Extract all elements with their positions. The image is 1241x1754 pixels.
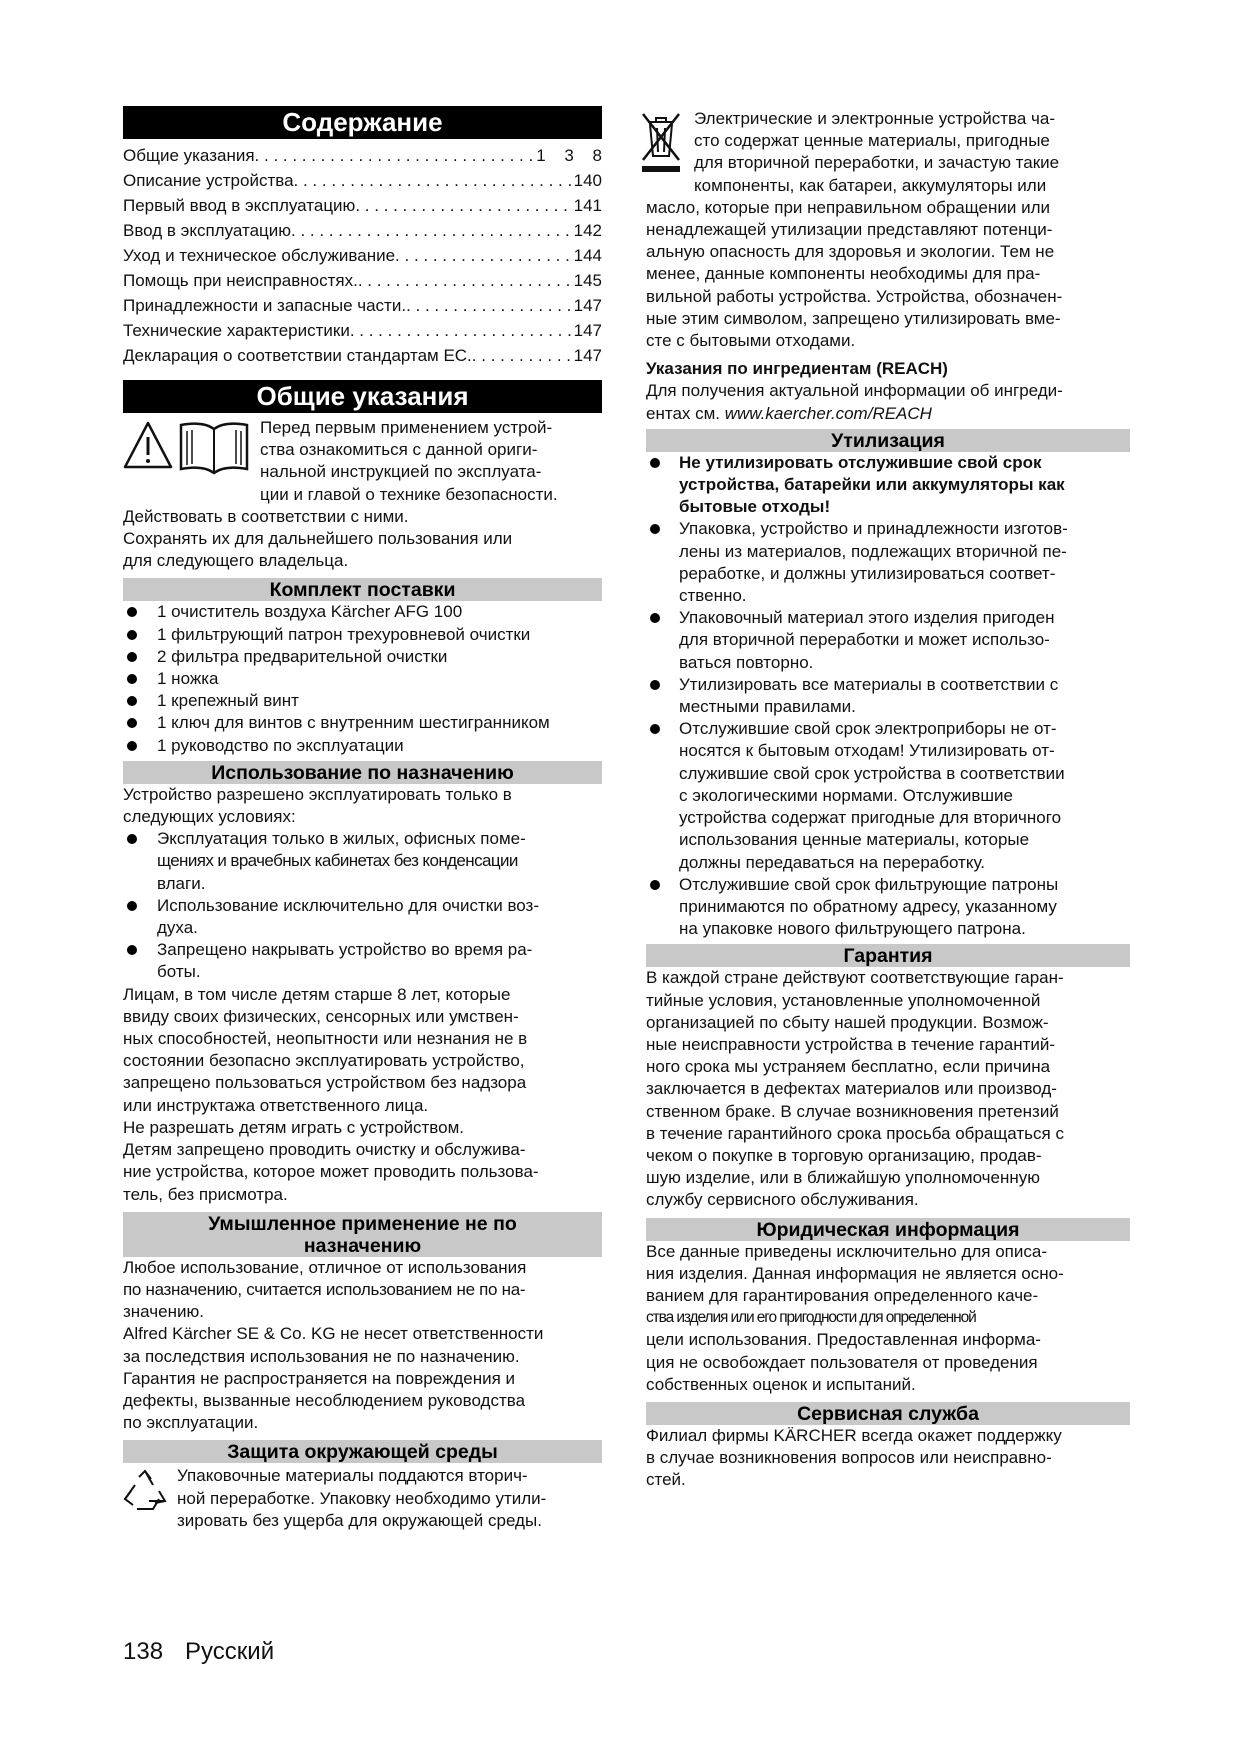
list-item: 1 фильтрующий патрон трехуровневой очистки [123,624,602,646]
legal-title: Юридическая информация [646,1218,1130,1241]
crossed-bin-icon [640,110,682,176]
reach-link[interactable]: www.kaercher.com/REACH [724,403,932,423]
environment-block: Упаковочные материалы поддаются вторич- ной переработке. Упаковку необходимо утили- зировать без ущерба для окружающей среды. [123,1465,602,1532]
list-item: 2 фильтра предварительной очистки [123,646,602,668]
list-item: Отслужившие свой срок электроприборы не от- носятся к бытовым отходам! Утилизировать от- служившие свой срок устройства в соответствии с экологическими нормами. Отслужившие устройства содержат пригодные для вторичного использования ценные материалы, которые должны передаваться на переработку. [646,718,1130,873]
list-item: 1 ключ для винтов с внутренним шестигранником [123,712,602,734]
page-footer [123,1638,296,1666]
list-item: 1 очиститель воздуха Kärcher AFG 100 [123,601,602,623]
list-item: Утилизировать все материалы в соответствии с местными правилами. [646,674,1130,718]
delivery-title: Комплект поставки [123,578,602,601]
list-item: Использование исключительно для очистки воз- духа. [123,895,602,939]
list-item: Упаковочный материал этого изделия пригоден для вторичной переработки и может использо- ваться повторно. [646,607,1130,674]
toc-entry[interactable]: Уход и техническое обслуживание . . . 144 [123,243,602,268]
list-item: Эксплуатация только в жилых, офисных поме- щениях и врачебных кабинетах без конденсации влаги. [123,828,602,895]
list-item: 1 ножка [123,668,602,690]
recycle-icon [123,1469,167,1513]
list-item: Отслужившие свой срок фильтрующие патроны принимаются по обратному адресу, указанному на упаковке нового фильтрующего патрона. [646,874,1130,941]
toc-entry[interactable]: Ввод в эксплуатацию . . . 142 [123,218,602,243]
misuse-title: Умышленное применение не по назначению [123,1212,602,1257]
environment-title: Защита окружающей среды [123,1440,602,1463]
language-label: Русский [185,1638,275,1665]
delivery-list [123,601,602,756]
intended-use-list [123,828,602,983]
page-number: 138 [123,1638,164,1665]
warning-triangle-icon [123,417,251,475]
toc-entry[interactable]: Описание устройства . . . 140 [123,168,602,193]
list-item: Не утилизировать отслужившие свой срок устройства, батарейки или аккумуляторы как бытовые отходы! [646,452,1130,519]
general-intro: Перед первым применением устрой- ства ознакомиться с данной ориги- нальной инструкцией по эксплуата- ции и главой о технике безопасности. [123,417,602,506]
list-item: Упаковка, устройство и принадлежности изготов- лены из материалов, подлежащих вторичной пе- реработке, и должны утилизироваться соответ- ственно. [646,518,1130,607]
toc-entry[interactable]: Декларация о соответствии стандартам ЕС. . . . 147 [123,343,602,368]
left-column: Содержание Общие указания . . . 1 3 8 Описание устройства . . . 140 Первый ввод в эксплуатацию . . . 141 Ввод в эксплуатацию . . . 142 Уход и техническое обслуживание . . . 144 Помощь при неисправностях. . . . 145 Принадлежности и запасные части. . . . 147 Технические характеристики . . . 147 Декларация о соответствии стандартам ЕС. . . . 147 Общие указания Перед первым применением устрой- ства ознакомиться с данной ориги- нальной инструкцией по эксплуата- ции и главой о технике безопасности. Действовать в соответствии с ними. Сохранять их для дальнейшего пользования или для следующего владельца. Комплект поставки 1 очиститель воздуха Kärcher AFG 100 1 фильтрующий патрон трехуровневой очистки 2 фильтра предварительной очистки 1 ножка 1 крепежный винт 1 ключ для винтов с внутренним шестигранником 1 руководство по эксплуатации Использование по назначению Устройство разрешено эксплуатировать только в следующих условиях: Эксплуатация только в жилых, офисных поме- щениях и врачебных кабинетах без конденсации влаги. Использование исключительно для очистки воз- духа. Запрещено накрывать устройство во время ра- боты. Лицам, в том числе детям старше 8 лет, которые ввиду своих физических, сенсорных или умствен- ных способностей, неопытности или незнания не в состоянии безопасно эксплуатировать устройство, запрещено пользоваться устройством без надзора или инструктажа ответственного лица. Не разрешать детям играть с устройством. Детям запрещено проводить очистку и обслужива- ние устройства, которое может проводить пользова- тель, без присмотра. Умышленное применение не по назначению Любое использование, отличное от использования по назначению, считается использованием не по на- значению. Alfred Kärcher SE & Co. KG не несет ответственности за последствия использования не по назначению. Гарантия не распространяется на повреждения и дефекты, вызванные несоблюдением руководства по эксплуатации. Защита окружающей среды Упаковочные материалы поддаются вторич- ной переработке. Упаковку необходимо утили- зировать без ущерба для окружающей среды. [123,106,602,1532]
service-title: Сервисная служба [646,1402,1130,1425]
table-of-contents [123,143,602,368]
toc-entry[interactable]: Первый ввод в эксплуатацию . . . 141 [123,193,602,218]
warranty-title: Гарантия [646,944,1130,967]
list-item: 1 крепежный винт [123,690,602,712]
general-icons [123,417,251,480]
manual-book-icon [181,424,247,473]
toc-title: Содержание [123,106,602,139]
general-para1: Действовать в соответствии с ними. [123,506,409,526]
disposal-title: Утилизация [646,429,1130,452]
list-item: 1 руководство по эксплуатации [123,735,602,757]
weee-block: Электрические и электронные устройства ча- сто содержат ценные материалы, пригодные для вторичной переработки, и зачастую такие компоненты, как батареи, аккумуляторы или [646,108,1130,197]
toc-entry[interactable]: Технические характеристики . . . 147 [123,318,602,343]
general-title: Общие указания [123,380,602,413]
list-item: Запрещено накрывать устройство во время ра- боты. [123,939,602,983]
toc-entry[interactable]: Общие указания . . . 1 3 8 [123,143,602,168]
right-column: Электрические и электронные устройства ча- сто содержат ценные материалы, пригодные для вторичной переработки, и зачастую такие компоненты, как батареи, аккумуляторы или масло, которые при неправильном обращении или ненадлежащей утилизации представляют потенци- альную опасность для здоровья и экологии. Тем не менее, данные компоненты необходимы для пра- вильной работы устройства. Устройства, обозначен- ные этим символом, запрещено утилизировать вме- сте с бытовыми отходами. Указания по ингредиентам (REACH) Для получения актуальной информации об ингреди- ентах см. www.kaercher.com/REACH Утилизация Не утилизировать отслужившие свой срок устройства, батарейки или аккумуляторы как бытовые отходы! Упаковка, устройство и принадлежности изготов- лены из материалов, подлежащих вторичной пе- реработке, и должны утилизироваться соответ- ственно. Упаковочный материал этого изделия пригоден для вторичной переработки и может использо- ваться повторно. Утилизировать все материалы в соответствии с местными правилами. Отслужившие свой срок электроприборы не от- носятся к бытовым отходам! Утилизировать от- служившие свой срок устройства в соответствии с экологическими нормами. Отслужившие устройства содержат пригодные для вторичного использования ценные материалы, которые должны передаваться на переработку. Отслужившие свой срок фильтрующие патроны принимаются по обратному адресу, указанному на упаковке нового фильтрующего патрона. Гарантия В каждой стране действуют соответствующие гаран- тийные условия, установленные уполномоченной организацией по сбыту нашей продукции. Возмож- ные неисправности устройства в течение гарантий- ного срока мы устраняем бесплатно, если причина заключается в дефектах материалов или производ- ственном браке. В случае возникновения претензий в течение гарантийного срока просьба обращаться с чеком о покупке в торговую организацию, продав- шую изделие, или в ближайшую уполномоченную службу сервисного обслуживания. Юридическая информация Все данные приведены исключительно для описа- ния изделия. Данная информация не является осно- ванием для гарантирования определенного каче- ства изделия или его пригодности для определенной цели использования. Предоставленная информа- ция не освобождает пользователя от проведения собственных оценок и испытаний. Сервисная служба Филиал фирмы KÄRCHER всегда окажет поддержку в случае возникновения вопросов или неисправно- стей. [646,108,1130,1492]
disposal-list [646,452,1130,940]
intended-use-title: Использование по назначению [123,761,602,784]
toc-entry[interactable]: Принадлежности и запасные части. . . . 147 [123,293,602,318]
reach-title: Указания по ингредиентам (REACH) [646,359,948,379]
toc-entry[interactable]: Помощь при неисправностях. . . . 145 [123,268,602,293]
